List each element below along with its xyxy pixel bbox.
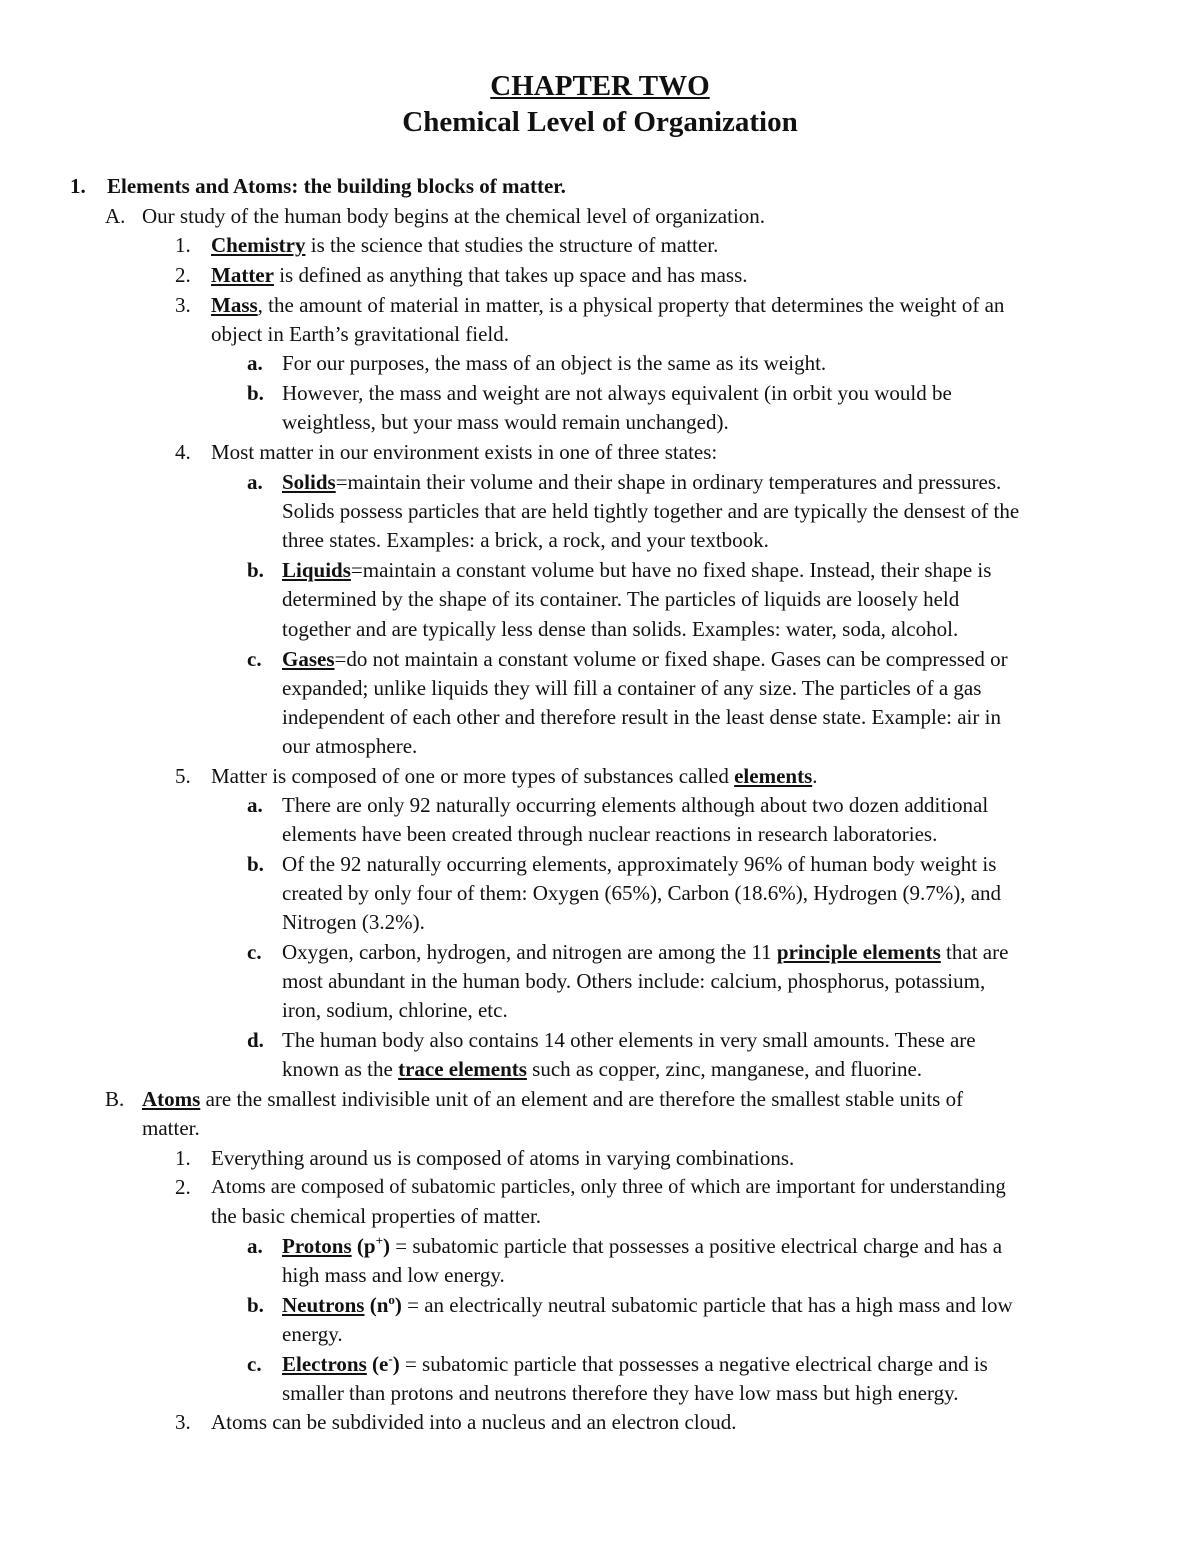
- list-item-electrons: [282, 1351, 988, 1377]
- term-principle-elements: principle elements: [776, 940, 941, 964]
- term-elements: elements: [734, 764, 813, 788]
- list-item-liquids: [282, 557, 991, 583]
- list-marker: 5.: [175, 764, 191, 788]
- term-solids: Solids: [282, 470, 336, 494]
- list-item-atoms: [142, 1086, 963, 1112]
- list-marker: c.: [247, 647, 262, 671]
- text-line: our atmosphere.: [282, 734, 418, 758]
- list-marker: 3.: [175, 293, 191, 317]
- definition-text: = an electrically neutral subatomic particle that has a high mass and low: [401, 1293, 1013, 1317]
- list-marker: b.: [247, 1293, 264, 1317]
- text-span: such as copper, zinc, manganese, and fluorine.: [526, 1057, 923, 1081]
- text-line: Everything around us is composed of atoms in varying combinations.: [211, 1146, 795, 1170]
- term-liquids: Liquids: [282, 558, 351, 582]
- list-marker: a.: [247, 470, 263, 494]
- term-neutrons: Neutrons: [282, 1293, 365, 1317]
- text-span: Matter is composed of one or more types of substances called: [211, 764, 735, 788]
- chapter-subtitle: Chemical Level of Organization: [402, 106, 798, 138]
- list-marker: a.: [247, 1234, 263, 1258]
- text-span: (e: [366, 1352, 389, 1376]
- term-protons: Protons: [282, 1234, 352, 1258]
- list-marker: 1.: [175, 233, 191, 257]
- definition-text: is defined as anything that takes up space and has mass.: [273, 263, 748, 287]
- list-item-solids: [282, 469, 1001, 495]
- text-line: three states. Examples: a brick, a rock, and your textbook.: [282, 528, 769, 552]
- definition-text: , the amount of material in matter, is a physical property that determines the weight of an: [257, 293, 1005, 317]
- text-line: There are only 92 naturally occurring elements although about two dozen additional: [282, 793, 989, 817]
- text-line: created by only four of them: Oxygen (65%), Carbon (18.6%), Hydrogen (9.7%), and: [282, 881, 1002, 905]
- section-heading: Elements and Atoms: the building blocks of matter.: [107, 174, 566, 198]
- text-line: the basic chemical properties of matter.: [211, 1204, 542, 1228]
- list-marker: 2.: [175, 1175, 191, 1199]
- text-line: Atoms can be subdivided into a nucleus and an electron cloud.: [211, 1410, 737, 1434]
- term-matter: Matter: [211, 263, 274, 287]
- text-line: iron, sodium, chlorine, etc.: [282, 998, 508, 1022]
- charge-superscript: o: [388, 1292, 395, 1307]
- text-line: matter.: [142, 1116, 200, 1140]
- list-item-protons: [282, 1233, 1002, 1259]
- text-line: However, the mass and weight are not always equivalent (in orbit you would be: [282, 381, 952, 405]
- list-item-mass: [211, 292, 1004, 318]
- text-span: known as the: [282, 1057, 399, 1081]
- text-span: ): [394, 1293, 402, 1317]
- text-line: Of the 92 naturally occurring elements, approximately 96% of human body weight is: [282, 852, 997, 876]
- text-line: Solids possess particles that are held tightly together and are typically the densest of the: [282, 499, 1020, 523]
- text-line: For our purposes, the mass of an object is the same as its weight.: [282, 351, 827, 375]
- text-line: independent of each other and therefore result in the least dense state. Example: air in: [282, 705, 1001, 729]
- list-marker: b.: [247, 381, 264, 405]
- text-line: high mass and low energy.: [282, 1263, 505, 1287]
- list-marker: 4.: [175, 440, 191, 464]
- chapter-title: CHAPTER TWO: [490, 70, 710, 102]
- list-item-elements: [211, 763, 818, 789]
- list-marker: d.: [247, 1028, 264, 1052]
- section-number: 1.: [70, 174, 86, 198]
- charge-superscript: -: [388, 1351, 393, 1366]
- text-line: Most matter in our environment exists in one of three states:: [211, 440, 718, 464]
- text-line: smaller than protons and neutrons therefore they have low mass but high energy.: [282, 1381, 959, 1405]
- list-marker: B.: [105, 1087, 125, 1111]
- list-item-principle-elements: [282, 939, 1008, 965]
- list-marker: c.: [247, 1352, 262, 1376]
- text-span: ): [382, 1234, 390, 1258]
- text-line: energy.: [282, 1322, 343, 1346]
- text-line: weightless, but your mass would remain unchanged).: [282, 410, 729, 434]
- list-marker: b.: [247, 852, 264, 876]
- symbol-proton: [352, 1234, 390, 1258]
- symbol-neutron: [364, 1293, 401, 1317]
- definition-text: = subatomic particle that possesses a positive electrical charge and has a: [389, 1234, 1003, 1258]
- list-marker: A.: [105, 204, 126, 228]
- definition-text: =maintain a constant volume but have no fixed shape. Instead, their shape is: [350, 558, 992, 582]
- list-marker: c.: [247, 940, 262, 964]
- list-item-matter: [211, 262, 748, 288]
- text-line: determined by the shape of its container. The particles of liquids are loosely held: [282, 587, 960, 611]
- text-line: together and are typically less dense than solids. Examples: water, soda, alcohol.: [282, 617, 959, 641]
- text-span: ): [392, 1352, 400, 1376]
- list-item-neutrons: [282, 1292, 1013, 1318]
- charge-superscript: +: [375, 1233, 383, 1248]
- list-marker: a.: [247, 793, 263, 817]
- definition-text: = subatomic particle that possesses a negative electrical charge and is: [399, 1352, 988, 1376]
- symbol-electron: [367, 1352, 400, 1376]
- text-line: elements have been created through nuclear reactions in research laboratories.: [282, 822, 938, 846]
- term-chemistry: Chemistry: [211, 233, 306, 257]
- term-mass: Mass: [211, 293, 258, 317]
- term-atoms: Atoms: [142, 1087, 201, 1111]
- text-span: (n: [364, 1293, 389, 1317]
- text-span: (p: [351, 1234, 376, 1258]
- text-line: object in Earth’s gravitational field.: [211, 322, 509, 346]
- list-marker: 3.: [175, 1410, 191, 1434]
- list-marker: 1.: [175, 1146, 191, 1170]
- list-marker: 2.: [175, 263, 191, 287]
- term-trace-elements: trace elements: [398, 1057, 527, 1081]
- term-gases: Gases: [282, 647, 335, 671]
- list-item-text: Our study of the human body begins at the chemical level of organization.: [142, 204, 766, 228]
- text-span: Oxygen, carbon, hydrogen, and nitrogen are among the 11: [282, 940, 777, 964]
- list-item-trace-elements: [282, 1056, 922, 1082]
- list-marker: a.: [247, 351, 263, 375]
- list-item-gases: [282, 646, 1008, 672]
- list-marker: b.: [247, 558, 264, 582]
- text-line: expanded; unlike liquids they will fill a container of any size. The particles of a gas: [282, 676, 982, 700]
- definition-text: are the smallest indivisible unit of an element and are therefore the smallest stable units of: [200, 1087, 964, 1111]
- text-line: Atoms are composed of subatomic particles, only three of which are important for understanding: [211, 1176, 1006, 1198]
- list-item-chemistry: [211, 232, 718, 258]
- text-line: The human body also contains 14 other elements in very small amounts. These are: [282, 1028, 976, 1052]
- text-line: Nitrogen (3.2%).: [282, 910, 425, 934]
- term-electrons: Electrons: [282, 1352, 367, 1376]
- text-span: .: [812, 764, 818, 788]
- text-span: that are: [940, 940, 1009, 964]
- definition-text: =maintain their volume and their shape in ordinary temperatures and pressures.: [335, 470, 1002, 494]
- text-line: most abundant in the human body. Others include: calcium, phosphorus, potassium,: [282, 969, 986, 993]
- definition-text: is the science that studies the structure of matter.: [305, 233, 719, 257]
- definition-text: =do not maintain a constant volume or fixed shape. Gases can be compressed or: [334, 647, 1008, 671]
